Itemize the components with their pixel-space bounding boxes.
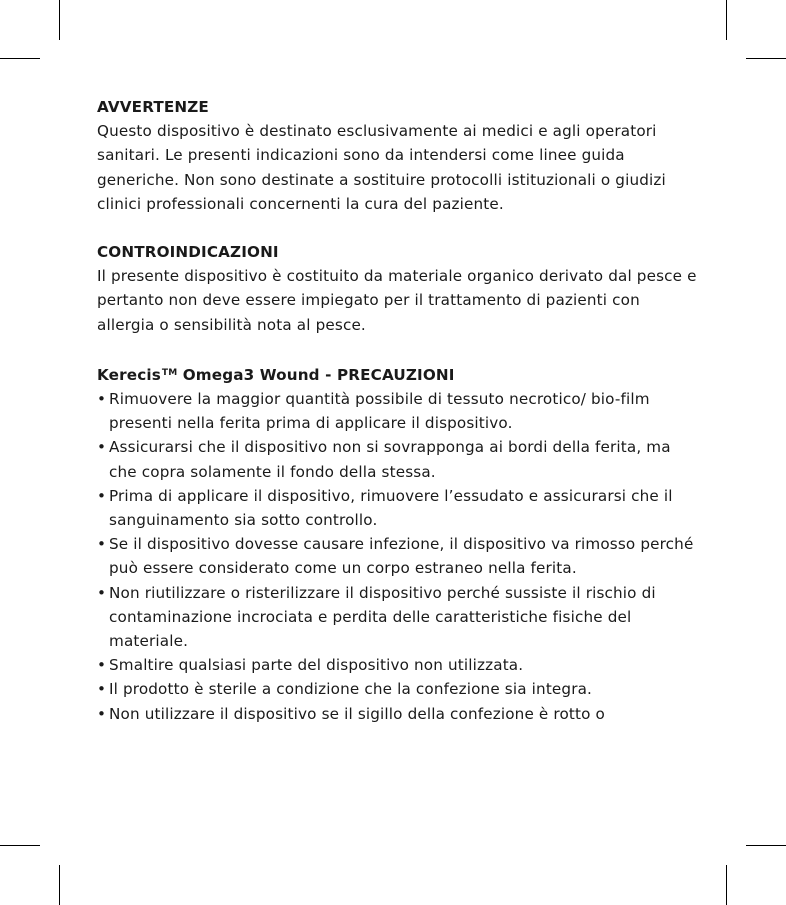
bullet-icon: •	[97, 486, 107, 505]
avvertenze-section	[97, 95, 697, 216]
bullet-icon: •	[97, 535, 107, 554]
list-item	[97, 532, 697, 580]
list-item	[97, 702, 697, 726]
list-item	[97, 653, 697, 677]
avvertenze-text: Questo dispositivo è destinato esclusivamente ai medici e agli operatori sanitari. Le presenti indicazioni sono da intendersi come linee guida generiche. Non sono destinate a sostituire protocolli istituzionali o giudizi clinici professionali concernenti la cura del paziente.	[97, 122, 666, 213]
list-item	[97, 387, 697, 435]
list-item	[97, 435, 697, 483]
list-item-text: Il prodotto è sterile a condizione che la confezione sia integra.	[109, 680, 593, 699]
crop-mark-bottom-right-vertical	[726, 865, 727, 905]
bullet-icon: •	[97, 390, 107, 409]
crop-mark-bottom-left-vertical	[59, 865, 60, 905]
list-item-text: Assicurarsi che il dispositivo non si sovrapponga ai bordi della ferita, ma che copra solamente il fondo della stessa.	[109, 438, 671, 481]
precauzioni-list	[97, 387, 697, 726]
document-body	[97, 95, 697, 750]
list-item	[97, 484, 697, 532]
bullet-icon: •	[97, 656, 107, 675]
list-item	[97, 581, 697, 654]
precauzioni-heading-rest: Omega3 Wound - PRECAUZIONI	[177, 365, 455, 384]
crop-mark-top-left-horizontal	[0, 58, 40, 59]
bullet-icon: •	[97, 704, 107, 723]
list-item-text: Smaltire qualsiasi parte del dispositivo non utilizzata.	[109, 656, 524, 675]
controindicazioni-heading: CONTROINDICAZIONI	[97, 243, 279, 262]
controindicazioni-text: Il presente dispositivo è costituito da materiale organico derivato dal pesce e pertanto non deve essere impiegato per il trattamento di pazienti con allergia o sensibilità nota al pesce.	[97, 267, 697, 334]
bullet-icon: •	[97, 438, 107, 457]
list-item	[97, 677, 697, 701]
trademark-symbol: TM	[161, 367, 178, 378]
list-item-text: Se il dispositivo dovesse causare infezione, il dispositivo va rimosso perché può essere considerato come un corpo estraneo nella ferita.	[109, 535, 694, 578]
bullet-icon: •	[97, 583, 107, 602]
crop-mark-bottom-left-horizontal	[0, 845, 40, 846]
controindicazioni-section	[97, 240, 697, 337]
list-item-text: Non riutilizzare o risterilizzare il dispositivo perché sussiste il rischio di contaminazione incrociata e perdita delle caratteristiche fisiche del materiale.	[109, 583, 656, 651]
precauzioni-heading-brand: Kerecis	[97, 365, 161, 384]
crop-mark-top-right-vertical	[726, 0, 727, 40]
list-item-text: Rimuovere la maggior quantità possibile di tessuto necrotico/ bio-film presenti nella ferita prima di applicare il dispositivo.	[109, 390, 650, 433]
crop-mark-top-left-vertical	[59, 0, 60, 40]
list-item-text: Prima di applicare il dispositivo, rimuovere l’essudato e assicurarsi che il sanguinamento sia sotto controllo.	[109, 486, 673, 530]
bullet-icon: •	[97, 680, 107, 699]
list-item-text: Non utilizzare il dispositivo se il sigillo della confezione è rotto o	[109, 704, 605, 723]
crop-mark-top-right-horizontal	[746, 58, 786, 59]
crop-mark-bottom-right-horizontal	[746, 845, 786, 846]
avvertenze-heading: AVVERTENZE	[97, 98, 209, 116]
precauzioni-section	[97, 361, 697, 726]
precauzioni-heading	[97, 361, 697, 387]
